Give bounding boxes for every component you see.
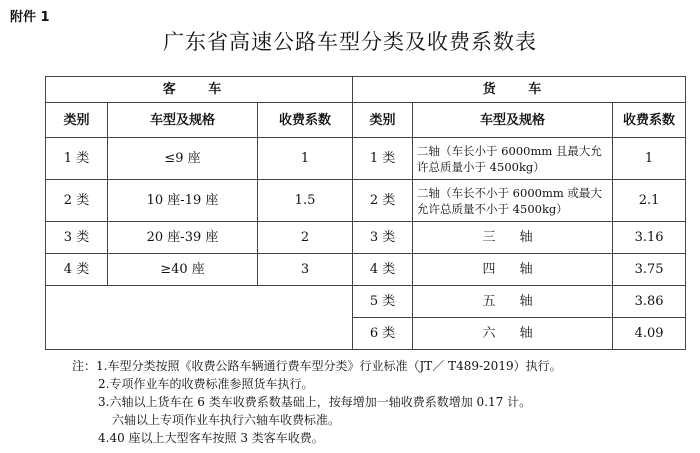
passenger-empty-cell [46, 286, 353, 350]
cargo-spec-cell: 二轴（车长不小于 6000mm 或最大允许总质量不小于 4500kg） [413, 180, 613, 222]
passenger-spec-cell: ≤9 座 [108, 138, 258, 180]
cargo-class-cell: 1 类 [353, 138, 413, 180]
cargo-class-cell: 4 类 [353, 254, 413, 286]
passenger-col-spec: 车型及规格 [108, 103, 258, 138]
cargo-col-spec: 车型及规格 [413, 103, 613, 138]
table-row [46, 254, 686, 286]
passenger-spec-cell: ≥40 座 [108, 254, 258, 286]
note-line: 2.专项作业车的收费标准参照货车执行。 [98, 377, 314, 391]
cargo-coef-cell: 3.75 [613, 254, 686, 286]
table-row [46, 138, 686, 180]
page-title: 广东省高速公路车型分类及收费系数表 [163, 30, 537, 54]
passenger-class-cell: 3 类 [46, 222, 108, 254]
cargo-section-header: 货 车 [353, 77, 686, 103]
passenger-spec-cell: 10 座-19 座 [108, 180, 258, 222]
cargo-class-cell: 6 类 [353, 318, 413, 350]
passenger-section-header: 客 车 [46, 77, 353, 103]
passenger-spec-cell: 20 座-39 座 [108, 222, 258, 254]
cargo-coef-cell: 2.1 [613, 180, 686, 222]
column-header-row [46, 103, 686, 138]
cargo-coef-cell: 3.16 [613, 222, 686, 254]
table-row [46, 286, 686, 318]
table-row [46, 222, 686, 254]
cargo-coef-cell: 1 [613, 138, 686, 180]
passenger-col-coef: 收费系数 [258, 103, 353, 138]
passenger-class-cell: 1 类 [46, 138, 108, 180]
cargo-spec-cell: 五 轴 [413, 286, 613, 318]
cargo-class-cell: 5 类 [353, 286, 413, 318]
cargo-spec-cell: 三 轴 [413, 222, 613, 254]
cargo-col-class: 类别 [353, 103, 413, 138]
passenger-class-cell: 4 类 [46, 254, 108, 286]
table-row [46, 180, 686, 222]
cargo-class-cell: 2 类 [353, 180, 413, 222]
passenger-coef-cell: 1 [258, 138, 353, 180]
passenger-coef-cell: 3 [258, 254, 353, 286]
table-notes [72, 357, 692, 447]
section-header-row [46, 77, 686, 103]
note-line: 4.40 座以上大型客车按照 3 类客车收费。 [98, 431, 324, 445]
cargo-spec-cell: 四 轴 [413, 254, 613, 286]
note-line: 六轴以上专项作业车执行六轴车收费标准。 [112, 413, 341, 427]
passenger-class-cell: 2 类 [46, 180, 108, 222]
cargo-coef-cell: 4.09 [613, 318, 686, 350]
passenger-coef-cell: 1.5 [258, 180, 353, 222]
cargo-spec-cell: 二轴（车长小于 6000mm 且最大允许总质量小于 4500kg） [413, 138, 613, 180]
toll-coefficient-table [45, 76, 686, 350]
cargo-spec-cell: 六 轴 [413, 318, 613, 350]
cargo-coef-cell: 3.86 [613, 286, 686, 318]
cargo-col-coef: 收费系数 [613, 103, 686, 138]
passenger-coef-cell: 2 [258, 222, 353, 254]
passenger-col-class: 类别 [46, 103, 108, 138]
note-line: 3.六轴以上货车在 6 类车收费系数基础上，按每增加一轴收费系数增加 0.17 计。 [98, 395, 532, 409]
attachment-label: 附件 1 [10, 10, 50, 25]
cargo-class-cell: 3 类 [353, 222, 413, 254]
note-line: 注：1.车型分类按照《收费公路车辆通行费车型分类》行业标准（JT／ T489-2019）执行。 [72, 359, 562, 373]
